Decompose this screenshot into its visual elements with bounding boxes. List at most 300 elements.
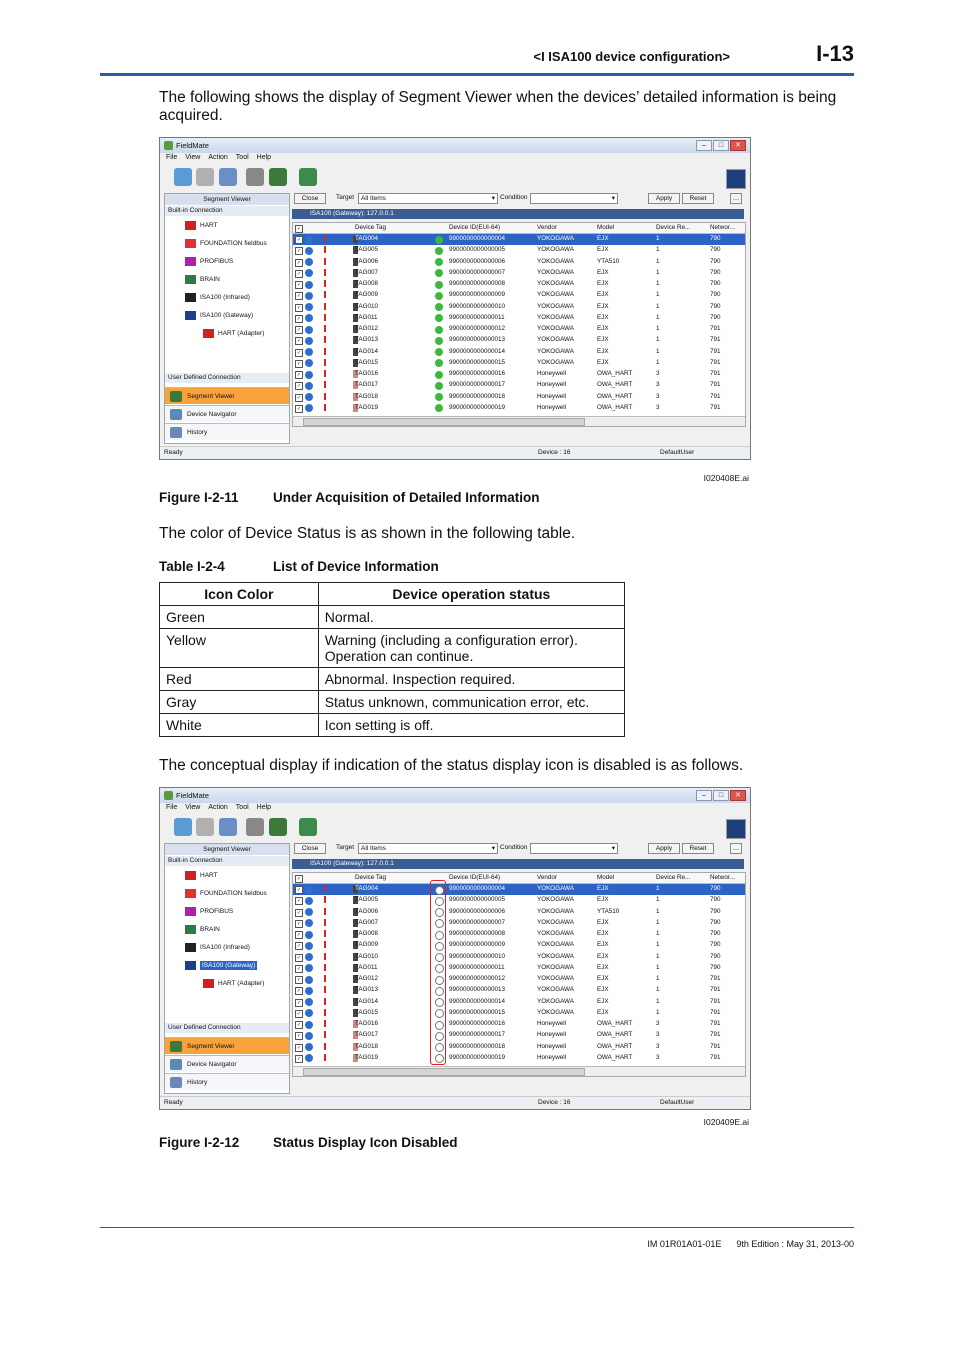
table-row[interactable]: [293, 1030, 745, 1041]
column-header[interactable]: Model: [597, 874, 615, 881]
table-row[interactable]: [293, 380, 745, 391]
table-row[interactable]: [293, 1008, 745, 1019]
grid-header: [293, 223, 745, 234]
table-cell: YOKOGAWA: [537, 1008, 574, 1016]
tree-item[interactable]: [203, 979, 264, 988]
table-cell: 790: [710, 302, 721, 310]
table-cell: EJX: [597, 963, 609, 971]
row-checkbox[interactable]: ✓: [296, 954, 302, 961]
column-header[interactable]: Vendor: [537, 874, 557, 881]
row-checkbox[interactable]: ✓: [296, 360, 302, 367]
toolbar: [166, 816, 746, 840]
table-row[interactable]: [293, 907, 745, 918]
table-cell: OWA_HART: [597, 403, 633, 411]
device-status-icon: [435, 247, 443, 255]
table-row[interactable]: [293, 369, 745, 380]
table-cell: YOKOGAWA: [537, 235, 574, 242]
alert-icon: [324, 1054, 326, 1061]
search-device-icon[interactable]: [246, 818, 264, 836]
table-row[interactable]: [293, 884, 745, 895]
disconnect-icon[interactable]: [196, 168, 214, 186]
row-checkbox[interactable]: ✓: [296, 1044, 302, 1051]
table-cell: Honeywell: [537, 1042, 567, 1050]
check-status-icon: [305, 348, 313, 356]
tree-item[interactable]: [185, 889, 267, 898]
check-status-icon: [305, 964, 313, 972]
tree-item[interactable]: [185, 943, 250, 952]
tree-item-label: PROFIBUS: [200, 908, 234, 916]
table-row[interactable]: [293, 940, 745, 951]
scroll-thumb[interactable]: [303, 1068, 585, 1076]
table-cell: 9900000000000013: [449, 986, 506, 994]
left-panel-header: Segment Viewer: [165, 844, 289, 855]
row-checkbox[interactable]: ✓: [296, 932, 302, 938]
check-status-icon: [305, 281, 313, 289]
table-row[interactable]: [293, 1042, 745, 1053]
tree-item[interactable]: [185, 871, 218, 880]
table-cell: OWA_HART: [597, 370, 633, 377]
table-cell: 1: [656, 347, 660, 355]
table-cell: EJX: [597, 302, 609, 310]
table-cell: TAG016: [355, 370, 378, 377]
user-defined-connection[interactable]: User Defined Connection: [165, 373, 289, 383]
row-checkbox[interactable]: ✓: [296, 909, 302, 916]
row-checkbox[interactable]: ✓: [296, 270, 302, 277]
table-cell: 1: [656, 235, 660, 242]
fieldmate-window-2: [159, 787, 751, 1110]
tree-item[interactable]: [185, 961, 257, 970]
table-row[interactable]: [293, 895, 745, 906]
chevron-down-icon: ▾: [491, 845, 495, 852]
table-cell: YOKOGAWA: [537, 325, 574, 332]
table-cell: Abnormal. Inspection required.: [318, 668, 624, 691]
more-button[interactable]: …: [730, 193, 742, 204]
horizontal-scrollbar[interactable]: [293, 416, 745, 426]
table-cell: 1: [656, 257, 660, 265]
connect-icon[interactable]: [174, 818, 192, 836]
row-checkbox[interactable]: ✓: [296, 304, 302, 311]
intro-paragraph: The following shows the display of Segment Viewer when the devices’ detailed information is being acquired.: [159, 89, 837, 124]
table-row[interactable]: [293, 245, 745, 256]
select-all-checkbox[interactable]: ✓: [296, 876, 302, 882]
row-checkbox[interactable]: ✓: [296, 237, 302, 243]
row-checkbox[interactable]: ✓: [296, 977, 302, 983]
table-cell: 3: [656, 1031, 660, 1039]
menu-item-view[interactable]: View: [185, 804, 201, 811]
close-window-button[interactable]: ✕: [730, 140, 746, 151]
refresh-icon[interactable]: [219, 818, 237, 836]
status-bar: [160, 446, 750, 459]
alert-icon: [324, 269, 326, 276]
column-header[interactable]: Device Re...: [656, 224, 691, 231]
protocol-icon: [185, 221, 196, 230]
more-button[interactable]: …: [730, 843, 742, 854]
condition-select[interactable]: [530, 193, 618, 204]
figure2-title: Status Display Icon Disabled: [273, 1135, 458, 1150]
protocol-icon: [185, 293, 196, 302]
row-checkbox[interactable]: ✓: [296, 315, 302, 322]
check-status-icon: [305, 919, 313, 927]
tree-item-label: HART: [200, 222, 218, 230]
column-header[interactable]: Device Re...: [656, 874, 691, 881]
menu-item-action[interactable]: Action: [208, 154, 228, 161]
alert-icon: [324, 280, 326, 287]
tree-item[interactable]: [203, 329, 264, 338]
table-row[interactable]: [293, 335, 745, 346]
nav-icon: [170, 391, 182, 402]
search-device-icon[interactable]: [246, 168, 264, 186]
table-cell: TAG011: [355, 963, 378, 971]
table-cell: 790: [710, 896, 721, 904]
minimize-button[interactable]: –: [696, 140, 712, 151]
table-cell: EJX: [597, 997, 609, 1005]
panel-toggle-icon[interactable]: [726, 169, 746, 189]
disabled-paragraph: The conceptual display if indication of the status display icon is disabled is as follows.: [159, 757, 744, 774]
tree-item[interactable]: [185, 221, 218, 230]
table-cell: TAG014: [355, 997, 378, 1005]
table-row[interactable]: [293, 324, 745, 335]
check-status-icon: [305, 382, 313, 390]
header-rule: [100, 73, 854, 76]
table-cell: EJX: [597, 291, 609, 299]
alert-icon: [324, 348, 326, 355]
check-status-icon: [305, 1021, 313, 1029]
refresh-icon[interactable]: [219, 168, 237, 186]
row-checkbox[interactable]: ✓: [296, 988, 302, 995]
table-cell: TAG007: [355, 268, 378, 276]
table-cell: TAG016: [355, 1020, 378, 1027]
user-name: DefaultUser: [660, 449, 695, 456]
table-row[interactable]: [293, 279, 745, 290]
table-cell: EJX: [597, 986, 609, 994]
table-row[interactable]: [293, 268, 745, 279]
nav-icon: [170, 1041, 182, 1052]
table-row[interactable]: [293, 290, 745, 301]
connect-icon[interactable]: [174, 168, 192, 186]
table-cell: 9900000000000005: [449, 896, 506, 904]
table-cell: 9900000000000011: [449, 963, 505, 971]
nav-device-navigator[interactable]: [165, 405, 289, 422]
device-status-icon: [435, 292, 443, 300]
table-cell: YOKOGAWA: [537, 302, 574, 310]
tree-item[interactable]: [185, 257, 233, 266]
maximize-button[interactable]: □: [713, 790, 729, 801]
table-cell: 791: [710, 370, 721, 377]
status-ready: Ready: [164, 1099, 183, 1106]
row-checkbox[interactable]: ✓: [296, 338, 302, 345]
scroll-thumb[interactable]: [303, 418, 585, 426]
row-checkbox[interactable]: ✓: [296, 383, 302, 390]
menu-item-view[interactable]: View: [185, 154, 201, 161]
table-row[interactable]: [293, 392, 745, 403]
nav-label: Segment Viewer: [187, 393, 235, 400]
menu-item-file[interactable]: File: [166, 804, 178, 811]
table-cell: 790: [710, 907, 721, 915]
nav-history[interactable]: [165, 423, 289, 440]
column-header[interactable]: Networ...: [710, 874, 735, 881]
check-status-icon: [305, 359, 313, 367]
table-cell: 791: [710, 336, 721, 344]
table-cell: 3: [656, 1020, 660, 1027]
column-header[interactable]: Device ID(EUI-64): [449, 224, 501, 231]
row-checkbox[interactable]: ✓: [296, 1010, 302, 1017]
row-checkbox[interactable]: ✓: [296, 349, 302, 356]
table-number: Table I-2-4: [159, 559, 225, 574]
filter-bar: [290, 191, 746, 205]
tree-item-label: FOUNDATION fieldbus: [200, 890, 267, 898]
protocol-icon: [185, 961, 196, 970]
column-header[interactable]: Networ...: [710, 224, 735, 231]
condition-select[interactable]: [530, 843, 618, 854]
table-cell: YOKOGAWA: [537, 291, 574, 299]
maximize-button[interactable]: □: [713, 140, 729, 151]
table-cell: 3: [656, 403, 660, 411]
reset-button[interactable]: Reset: [682, 843, 714, 854]
table-row[interactable]: [293, 985, 745, 996]
table-row[interactable]: [293, 234, 745, 245]
table-cell: Warning (including a configuration error). Operation can continue.: [318, 629, 624, 668]
row-checkbox[interactable]: ✓: [296, 1022, 302, 1028]
table-cell: Status unknown, communication error, etc.: [318, 691, 624, 714]
table-cell: 9900000000000010: [449, 302, 506, 310]
close-button[interactable]: Close: [294, 193, 326, 204]
row-checkbox[interactable]: ✓: [296, 999, 302, 1006]
table-cell: 9900000000000012: [449, 325, 506, 332]
table-cell: 9900000000000014: [449, 347, 506, 355]
menu-item-action[interactable]: Action: [208, 804, 228, 811]
row-checkbox[interactable]: ✓: [296, 887, 302, 893]
target-label: Target: [336, 194, 355, 201]
user-defined-connection[interactable]: User Defined Connection: [165, 1023, 289, 1033]
left-panel: [164, 843, 290, 1094]
table-cell: EJX: [597, 1008, 609, 1016]
nav-segment-viewer[interactable]: [165, 387, 289, 404]
gateway-bar: ISA100 (Gateway): 127.0.0.1: [292, 209, 744, 219]
tree-item[interactable]: [185, 925, 220, 934]
table-row: [160, 668, 625, 691]
nav-label: History: [187, 1079, 208, 1086]
row-checkbox[interactable]: ✓: [296, 293, 302, 300]
tree-item[interactable]: [185, 239, 267, 248]
user-name: DefaultUser: [660, 1099, 695, 1106]
table-cell: 791: [710, 347, 721, 355]
table-cell: YOKOGAWA: [537, 268, 574, 276]
table-cell: YOKOGAWA: [537, 358, 574, 366]
alert-icon: [324, 908, 326, 915]
alert-icon: [324, 291, 326, 298]
row-checkbox[interactable]: ✓: [296, 943, 302, 950]
nav-history[interactable]: [165, 1073, 289, 1090]
alert-icon: [324, 381, 326, 388]
row-checkbox[interactable]: ✓: [296, 372, 302, 378]
table-cell: 790: [710, 268, 721, 276]
tree-item-label: HART (Adapter): [218, 980, 265, 988]
table-cell: 9900000000000007: [449, 918, 506, 926]
column-header[interactable]: Vendor: [537, 224, 557, 231]
menu-item-help[interactable]: Help: [256, 154, 272, 161]
table-cell: TAG015: [355, 358, 378, 366]
network-icon[interactable]: [299, 168, 317, 186]
device-grid: [292, 872, 746, 1077]
table-row[interactable]: [293, 1019, 745, 1030]
table-cell: 9900000000000015: [449, 1008, 506, 1016]
network-icon[interactable]: [299, 818, 317, 836]
minimize-button[interactable]: –: [696, 790, 712, 801]
table-row[interactable]: [293, 1053, 745, 1064]
alert-icon: [324, 919, 326, 926]
table-cell: 9900000000000004: [449, 885, 506, 892]
horizontal-scrollbar[interactable]: [293, 1066, 745, 1076]
section-header: <I ISA100 device configuration>: [533, 49, 730, 64]
table-cell: 1: [656, 336, 660, 344]
table-cell: EJX: [597, 896, 609, 904]
table-cell: 1: [656, 358, 660, 366]
footer: [560, 1239, 854, 1249]
check-status-icon: [305, 976, 313, 984]
table-row[interactable]: [293, 347, 745, 358]
table-cell: 9900000000000018: [449, 392, 506, 400]
tree-item[interactable]: [185, 311, 253, 320]
table-cell: 1: [656, 291, 660, 299]
tool-icon[interactable]: [269, 818, 287, 836]
row-checkbox[interactable]: ✓: [296, 965, 302, 972]
column-header[interactable]: Device Tag: [355, 874, 387, 881]
table-cell: 9900000000000018: [449, 1042, 506, 1050]
menu-bar: [166, 154, 279, 164]
table-cell: OWA_HART: [597, 392, 633, 400]
close-button[interactable]: Close: [294, 843, 326, 854]
table-cell: OWA_HART: [597, 1020, 633, 1027]
table-cell: TAG006: [355, 907, 378, 915]
row-checkbox[interactable]: ✓: [296, 259, 302, 266]
row-checkbox[interactable]: ✓: [296, 327, 302, 333]
tree-item-label: HART: [200, 872, 218, 880]
row-checkbox[interactable]: ✓: [296, 282, 302, 288]
table-cell: 791: [710, 325, 721, 332]
table-cell: 790: [710, 313, 721, 321]
table-cell: 3: [656, 1053, 660, 1061]
alert-icon: [324, 1043, 326, 1050]
reset-button[interactable]: Reset: [682, 193, 714, 204]
table-cell: 9900000000000006: [449, 257, 506, 265]
disconnect-icon[interactable]: [196, 818, 214, 836]
table-cell: EJX: [597, 975, 609, 982]
target-select[interactable]: [358, 193, 498, 204]
table-cell: TAG011: [355, 313, 378, 321]
protocol-icon: [185, 239, 196, 248]
alert-icon: [324, 314, 326, 321]
table-row[interactable]: [293, 952, 745, 963]
menu-item-file[interactable]: File: [166, 154, 178, 161]
nav-segment-viewer[interactable]: [165, 1037, 289, 1054]
protocol-icon: [185, 871, 196, 880]
table-cell: OWA_HART: [597, 1031, 633, 1039]
table-row: [160, 691, 625, 714]
status-ready: Ready: [164, 449, 183, 456]
select-all-checkbox[interactable]: ✓: [296, 226, 302, 232]
table-cell: 1: [656, 268, 660, 276]
segment-viewer-panel: [290, 841, 746, 1092]
table-cell: TAG018: [355, 392, 378, 400]
page-number: I-13: [816, 41, 854, 66]
column-header[interactable]: Device ID(EUI-64): [449, 874, 501, 881]
alert-icon: [324, 998, 326, 1005]
table-cell: 1: [656, 302, 660, 310]
table-cell: YOKOGAWA: [537, 918, 574, 926]
table-cell: 1: [656, 885, 660, 892]
menu-item-tool[interactable]: Tool: [235, 154, 249, 161]
tool-icon[interactable]: [269, 168, 287, 186]
table-row[interactable]: [293, 963, 745, 974]
table-cell: 790: [710, 885, 721, 892]
table-row[interactable]: [293, 974, 745, 985]
row-checkbox[interactable]: ✓: [296, 405, 302, 412]
table-row[interactable]: [293, 313, 745, 324]
table-cell: Yellow: [160, 629, 319, 668]
nav-device-navigator[interactable]: [165, 1055, 289, 1072]
close-window-button[interactable]: ✕: [730, 790, 746, 801]
tree-item[interactable]: [185, 275, 220, 284]
table-row[interactable]: [293, 929, 745, 940]
table-header-status: Device operation status: [318, 583, 624, 606]
table-row[interactable]: [293, 302, 745, 313]
table-cell: 1: [656, 963, 660, 971]
row-checkbox[interactable]: ✓: [296, 1055, 302, 1062]
row-checkbox[interactable]: ✓: [296, 1033, 302, 1040]
figure1-title: Under Acquisition of Detailed Information: [273, 490, 540, 505]
row-checkbox[interactable]: ✓: [296, 248, 302, 255]
column-header[interactable]: Device Tag: [355, 224, 387, 231]
apply-button[interactable]: Apply: [648, 843, 680, 854]
check-status-icon: [305, 258, 313, 266]
device-status-icon: [435, 404, 443, 412]
device-count: Device : 16: [538, 1099, 571, 1106]
alert-icon: [324, 370, 326, 377]
tree-item[interactable]: [185, 907, 233, 916]
column-header[interactable]: Model: [597, 224, 615, 231]
table-cell: 9900000000000014: [449, 997, 506, 1005]
table-cell: 791: [710, 381, 721, 389]
table-cell: TAG012: [355, 325, 378, 332]
table-cell: 1: [656, 313, 660, 321]
nav-label: Device Navigator: [187, 1061, 237, 1068]
row-checkbox[interactable]: ✓: [296, 394, 302, 401]
table-cell: 9900000000000016: [449, 370, 506, 377]
menu-item-tool[interactable]: Tool: [235, 804, 249, 811]
nav-icon: [170, 409, 182, 420]
table-row[interactable]: [293, 403, 745, 414]
left-panel-header: Segment Viewer: [165, 194, 289, 205]
grid-header: [293, 873, 745, 884]
row-checkbox[interactable]: ✓: [296, 898, 302, 905]
target-select[interactable]: [358, 843, 498, 854]
table-row[interactable]: [293, 918, 745, 929]
tree-item-label: BRAIN: [200, 926, 220, 934]
alert-icon: [324, 1009, 326, 1016]
row-checkbox[interactable]: ✓: [296, 920, 302, 927]
tree-item[interactable]: [185, 293, 250, 302]
tree-item-label: ISA100 (Infrared): [200, 944, 250, 952]
chevron-down-icon: ▾: [611, 845, 615, 852]
menu-item-help[interactable]: Help: [256, 804, 272, 811]
check-status-icon: [305, 314, 313, 322]
panel-toggle-icon[interactable]: [726, 819, 746, 839]
table-cell: 9900000000000017: [449, 1031, 506, 1039]
table-row[interactable]: [293, 358, 745, 369]
apply-button[interactable]: Apply: [648, 193, 680, 204]
table-row[interactable]: [293, 997, 745, 1008]
table-row[interactable]: [293, 257, 745, 268]
